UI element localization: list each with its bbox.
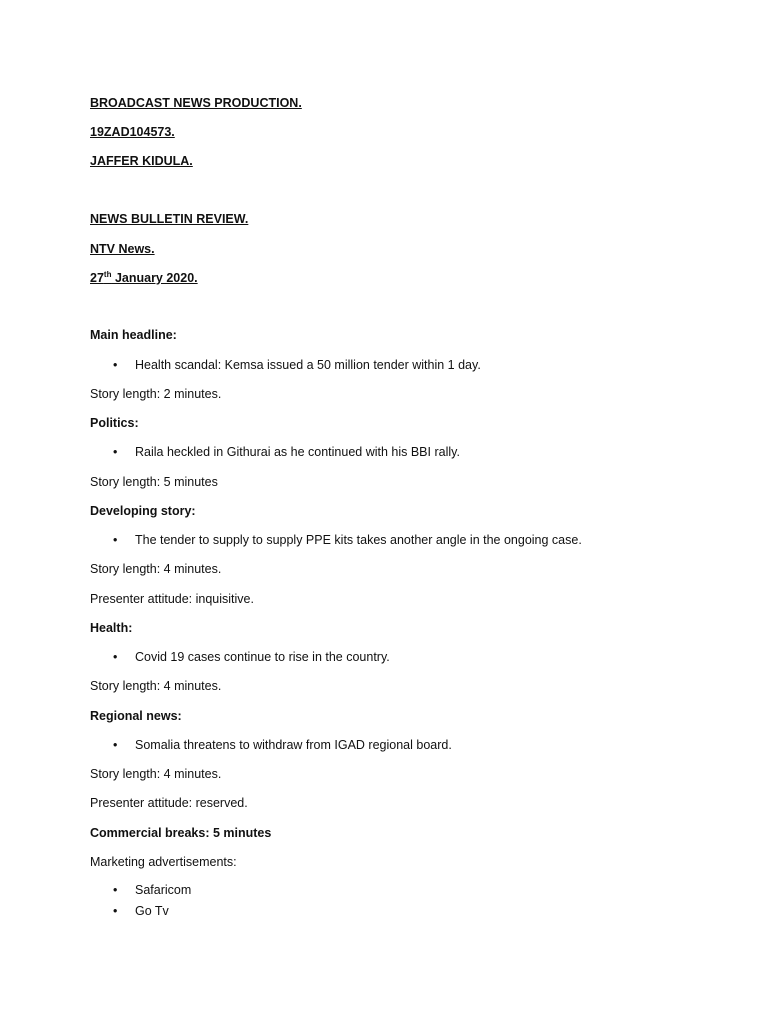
- marketing-item-gotv: Go Tv: [135, 904, 169, 918]
- story-length-developing-story: Story length: 4 minutes.: [90, 562, 222, 576]
- course-title: BROADCAST NEWS PRODUCTION.: [90, 96, 302, 110]
- bullet-marker: •: [113, 883, 118, 897]
- bullet-health: Covid 19 cases continue to rise in the country.: [135, 650, 390, 664]
- review-date: 27th January 2020.: [90, 269, 198, 285]
- section-heading-developing-story: Developing story:: [90, 504, 196, 518]
- bullet-marker: •: [113, 650, 118, 664]
- bullet-marker: •: [113, 738, 118, 752]
- section-heading-health: Health:: [90, 621, 133, 635]
- bullet-marker: •: [113, 358, 118, 372]
- bullet-marker: •: [113, 533, 118, 547]
- story-length-health: Story length: 4 minutes.: [90, 679, 222, 693]
- section-heading-regional-news: Regional news:: [90, 709, 182, 723]
- story-length-main-headline: Story length: 2 minutes.: [90, 387, 222, 401]
- presenter-attitude-regional-news: Presenter attitude: reserved.: [90, 796, 248, 810]
- bullet-marker: •: [113, 445, 118, 459]
- section-heading-politics: Politics:: [90, 416, 139, 430]
- bullet-marker: •: [113, 904, 118, 918]
- bullet-regional-news: Somalia threatens to withdraw from IGAD regional board.: [135, 738, 452, 752]
- commercial-breaks: Commercial breaks: 5 minutes: [90, 826, 272, 840]
- marketing-item-safaricom: Safaricom: [135, 883, 192, 897]
- registration-number: 19ZAD104573.: [90, 125, 175, 139]
- bullet-developing-story: The tender to supply to supply PPE kits takes another angle in the ongoing case.: [135, 533, 582, 547]
- section-heading-marketing: Marketing advertisements:: [90, 855, 237, 869]
- section-heading-main-headline: Main headline:: [90, 328, 177, 342]
- story-length-regional-news: Story length: 4 minutes.: [90, 767, 222, 781]
- review-title: NEWS BULLETIN REVIEW.: [90, 212, 249, 226]
- station-name: NTV News.: [90, 242, 155, 256]
- bullet-main-headline: Health scandal: Kemsa issued a 50 million tender within 1 day.: [135, 358, 481, 372]
- bullet-politics: Raila heckled in Githurai as he continued with his BBI rally.: [135, 445, 460, 459]
- story-length-politics: Story length: 5 minutes: [90, 475, 218, 489]
- author-name: JAFFER KIDULA.: [90, 154, 193, 168]
- presenter-attitude-developing-story: Presenter attitude: inquisitive.: [90, 592, 254, 606]
